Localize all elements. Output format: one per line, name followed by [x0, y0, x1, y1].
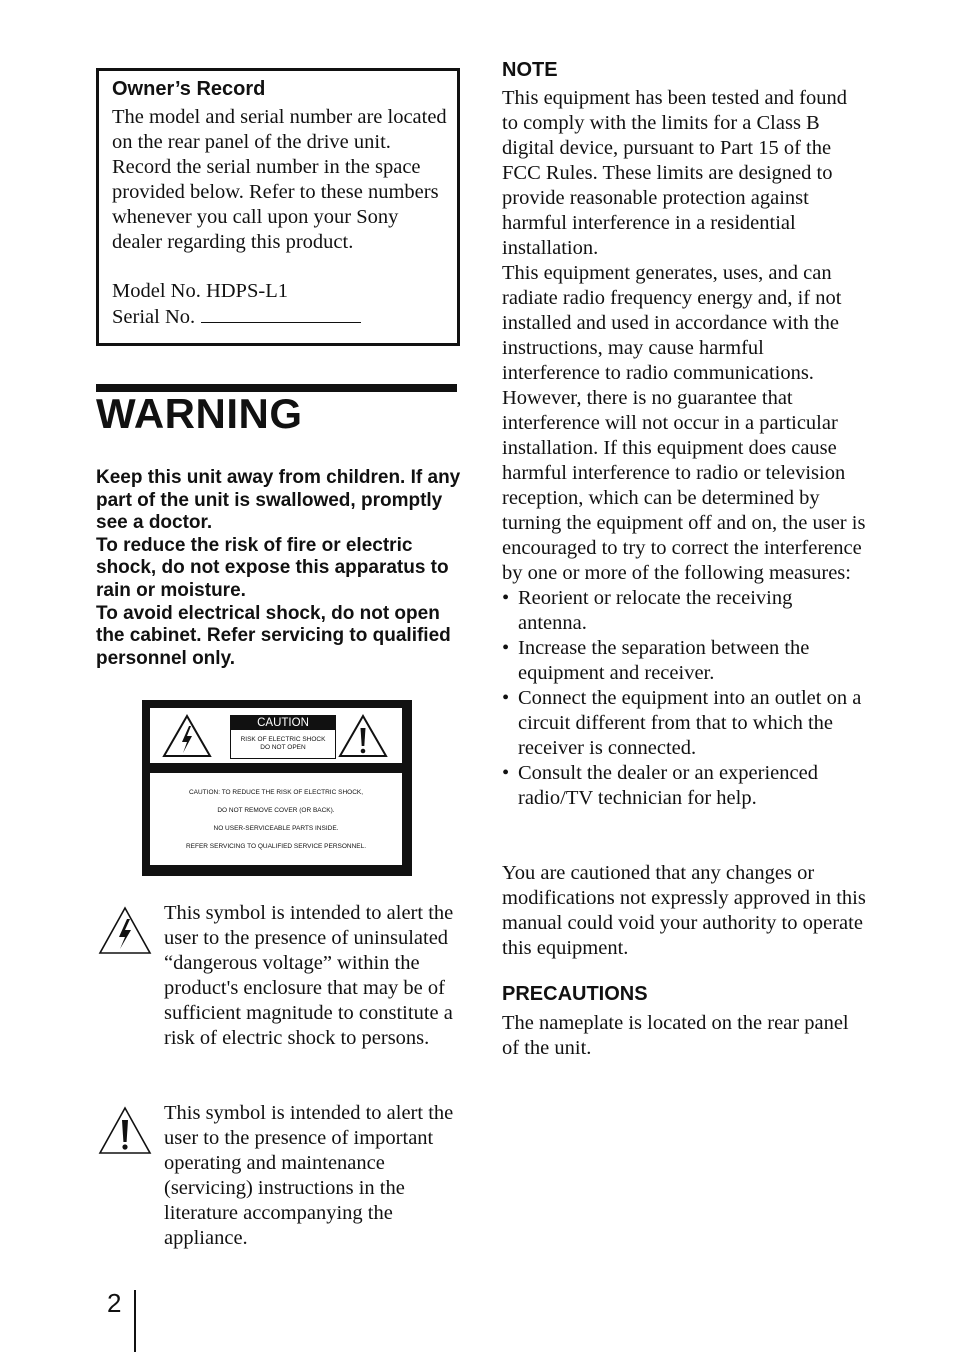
- warning-title: WARNING: [96, 390, 303, 437]
- measures-list: [502, 586, 866, 811]
- page-number-rule: [134, 1290, 136, 1352]
- caution-line: CAUTION: TO REDUCE THE RISK OF ELECTRIC SHOCK,: [188, 789, 364, 796]
- note-body: [502, 86, 866, 811]
- lightning-triangle-icon: [162, 714, 212, 758]
- serial-number-blank: [201, 304, 361, 323]
- model-number: Model No. HDPS-L1: [112, 280, 288, 302]
- caution-label-top: [150, 708, 402, 763]
- caution-word: CAUTION: [231, 716, 335, 730]
- warning-text: [96, 467, 461, 670]
- serial-number-line: [112, 304, 361, 330]
- caution-risk-text: RISK OF ELECTRIC SHOCK: [240, 736, 326, 743]
- note-paragraph: This equipment has been tested and found to comply with the limits for a Class B digital device, pursuant to Part 15 of the FCC Rules. These limits are designed to provide reasonable protection against harmful interference in a residential installation.: [502, 87, 847, 259]
- warning-shock: To avoid electrical shock, do not open the cabinet. Refer servicing to qualified personnel only.: [96, 602, 451, 669]
- modification-caution: You are cautioned that any changes or modifications not expressly approved in this manual could void your authority to operate this equipment.: [502, 862, 866, 959]
- precautions-text: The nameplate is located on the rear panel of the unit.: [502, 1012, 849, 1059]
- caution-line: REFER SERVICING TO QUALIFIED SERVICE PERSONNEL.: [185, 843, 367, 850]
- caution-line: DO NOT REMOVE COVER (OR BACK).: [217, 807, 335, 814]
- exclamation-triangle-icon: [338, 714, 388, 758]
- lightning-triangle-icon: [98, 906, 152, 956]
- caution-do-not-open: DO NOT OPEN: [260, 744, 306, 751]
- caution-label: [142, 700, 412, 876]
- list-item: • Reorient or relocate the receiving antenna.: [502, 586, 866, 636]
- caution-line: NO USER-SERVICEABLE PARTS INSIDE.: [213, 825, 339, 832]
- warning-children: Keep this unit away from children. If any part of the unit is swallowed, promptly see a doctor.: [96, 467, 461, 534]
- list-item: • Connect the equipment into an outlet on a circuit different from that to which the receiver is connected.: [502, 686, 866, 761]
- voltage-symbol-text: This symbol is intended to alert the user to the presence of uninsulated “dangerous voltage” within the product's enclosure that may be of sufficient magnitude to constitute a risk of electric shock to persons.: [164, 902, 454, 1049]
- owners-record-box: [96, 68, 460, 346]
- warning-fire: To reduce the risk of fire or electric shock, do not expose this apparatus to rain or moisture.: [96, 534, 449, 601]
- list-item: • Increase the separation between the equipment and receiver.: [502, 636, 866, 686]
- exclamation-triangle-icon: [98, 1106, 152, 1156]
- note-heading: NOTE: [502, 59, 558, 81]
- owners-record-text: The model and serial number are located on the rear panel of the drive unit. Record the serial number in the space provided below. Refer to these numbers whenever you call upon your Sony dealer regarding this product.: [112, 106, 447, 253]
- note-paragraph: This equipment generates, uses, and can radiate radio frequency energy and, if not installed and used in accordance with the instructions, may cause harmful interference to radio communications. However, there is no guarantee that interference will not occur in a particular installation. If this equipment does cause harmful interference to radio or television reception, which can be determined by turning the equipment off and on, the user is encouraged to try to correct the interference by one or more of the following measures:: [502, 262, 866, 584]
- caution-word-box: [230, 715, 336, 759]
- precautions-heading: PRECAUTIONS: [502, 983, 648, 1005]
- owners-record-title: Owner’s Record: [112, 78, 266, 100]
- attention-symbol-text: This symbol is intended to alert the user to the presence of important operating and maintenance (servicing) instructions in the literature accompanying the appliance.: [164, 1102, 454, 1249]
- list-item: • Consult the dealer or an experienced radio/TV technician for help.: [502, 761, 866, 811]
- caution-label-bottom: [150, 773, 402, 865]
- serial-number-label: Serial No.: [112, 306, 196, 328]
- page-number: 2: [107, 1288, 122, 1318]
